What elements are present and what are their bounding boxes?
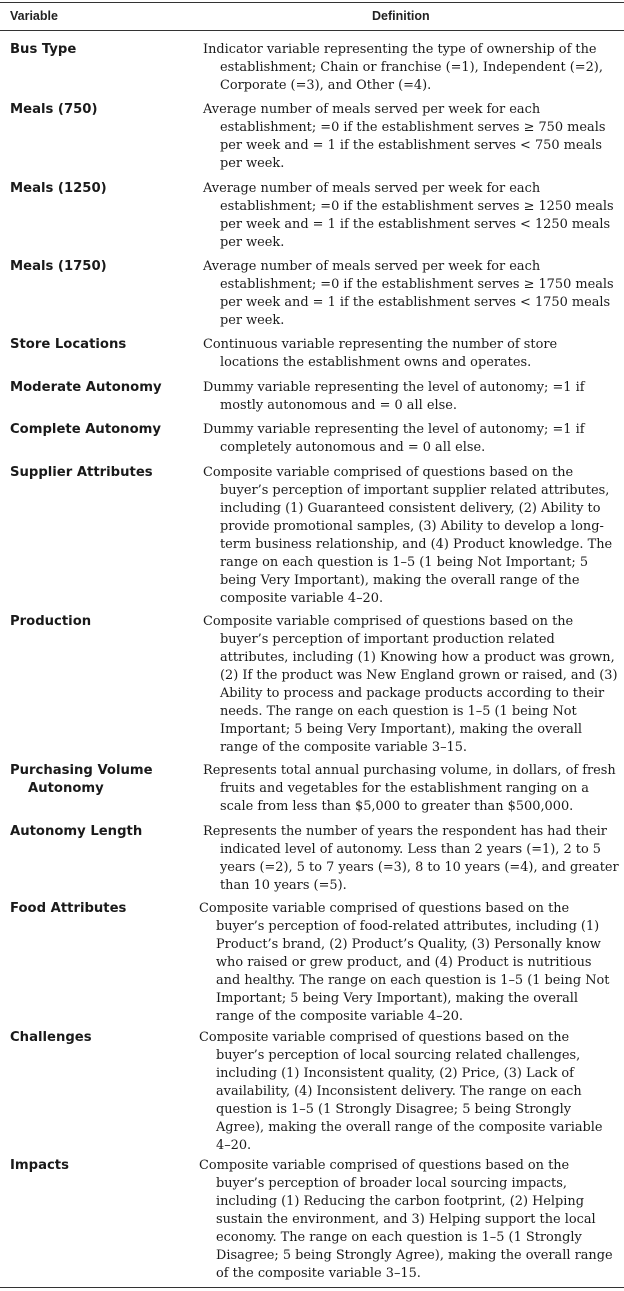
variable-name: Meals (750) <box>10 102 98 117</box>
variable-definition: Represents the number of years the respondent has had their indicated level of autonomy. Less than 2 years (=1), 2 to 5 years (=2), 5 to 7 years (=3), 8 to 10 years (=4), and greater than 10 years (=5). <box>203 824 619 893</box>
variable-name: Production <box>10 614 92 629</box>
table-bottom-rule <box>0 1287 624 1288</box>
variable-name: Purchasing Volume Autonomy <box>10 763 153 796</box>
variable-name: Moderate Autonomy <box>10 380 162 395</box>
variable-definition: Composite variable comprised of questions based on the buyer’s perception of food-related attributes, including (1) Product’s brand, (2) Product’s Quality, (3) Personally know who raised or grew product, and (4) Product is nutritious and healthy. The range on each question is 1–5 (1 being Not Important; 5 being Very Important), making the overall range of the composite variable 4–20. <box>199 901 610 1024</box>
variable-name: Autonomy Length <box>10 824 143 839</box>
variable-definition: Dummy variable representing the level of autonomy; =1 if completely autonomous and = 0 all else. <box>203 422 585 455</box>
column-header-definition: Definition <box>372 9 430 23</box>
table-top-rule <box>0 2 624 3</box>
variable-name: Impacts <box>10 1158 69 1173</box>
variable-name: Store Locations <box>10 337 127 352</box>
variable-definition: Dummy variable representing the level of autonomy; =1 if mostly autonomous and = 0 all else. <box>203 380 585 413</box>
variable-name: Complete Autonomy <box>10 422 161 437</box>
variable-definition: Average number of meals served per week for each establishment; =0 if the establishment serves ≥ 1750 meals per week and = 1 if the establishment serves < 1750 meals per week. <box>203 259 614 328</box>
column-header-variable: Variable <box>10 9 58 23</box>
variable-definition: Average number of meals served per week for each establishment; =0 if the establishment serves ≥ 1250 meals per week and = 1 if the establishment serves < 1250 meals per week. <box>203 181 614 250</box>
variable-definition: Represents total annual purchasing volume, in dollars, of fresh fruits and vegetables for the establishment ranging on a scale from less than $5,000 to greater than $500,000. <box>203 763 616 814</box>
variable-name: Meals (1750) <box>10 259 107 274</box>
variable-definition: Composite variable comprised of questions based on the buyer’s perception of local sourcing related challenges, including (1) Inconsistent quality, (2) Price, (3) Lack of availability, (4) Inconsistent delivery. The range on each question is 1–5 (1 Strongly Disagree; 5 being Strongly Agree), making the overall range of the composite variable 4–20. <box>199 1030 603 1153</box>
variable-definition: Indicator variable representing the type of ownership of the establishment; Chain or franchise (=1), Independent (=2), Corporate (=3), and Other (=4). <box>203 42 603 93</box>
variable-definition: Composite variable comprised of questions based on the buyer’s perception of broader local sourcing impacts, including (1) Reducing the carbon footprint, (2) Helping sustain the environment, and 3) Helping support the local economy. The range on each question is 1–5 (1 Strongly Disagree; 5 being Strongly Agree), making the overall range of the composite variable 3–15. <box>199 1158 613 1281</box>
variable-name: Meals (1250) <box>10 181 107 196</box>
variable-name: Bus Type <box>10 42 77 57</box>
variable-definition: Continuous variable representing the number of store locations the establishment owns and operates. <box>203 337 558 370</box>
variable-name: Food Attributes <box>10 901 127 916</box>
header-rule <box>0 30 624 31</box>
variable-name: Challenges <box>10 1030 92 1045</box>
variable-name: Supplier Attributes <box>10 465 153 480</box>
variable-definition: Average number of meals served per week for each establishment; =0 if the establishment serves ≥ 750 meals per week and = 1 if the establishment serves < 750 meals per week. <box>203 102 606 171</box>
variable-definition: Composite variable comprised of questions based on the buyer’s perception of important production related attributes, including (1) Knowing how a product was grown, (2) If the product was New England grown or raised, and (3) Ability to process and package products according to their needs. The range on each question is 1–5 (1 being Not Important; 5 being Very Important), making the overall range of the composite variable 3–15. <box>203 614 618 755</box>
variable-definition: Composite variable comprised of questions based on the buyer’s perception of important supplier related attributes, including (1) Guaranteed consistent delivery, (2) Ability to provide promotional samples, (3) Ability to develop a long- term business relationship, and (4) Product knowledge. The range on each question is 1–5 (1 being Not Important; 5 being Very Important), making the overall range of the composite variable 4–20. <box>203 465 613 606</box>
